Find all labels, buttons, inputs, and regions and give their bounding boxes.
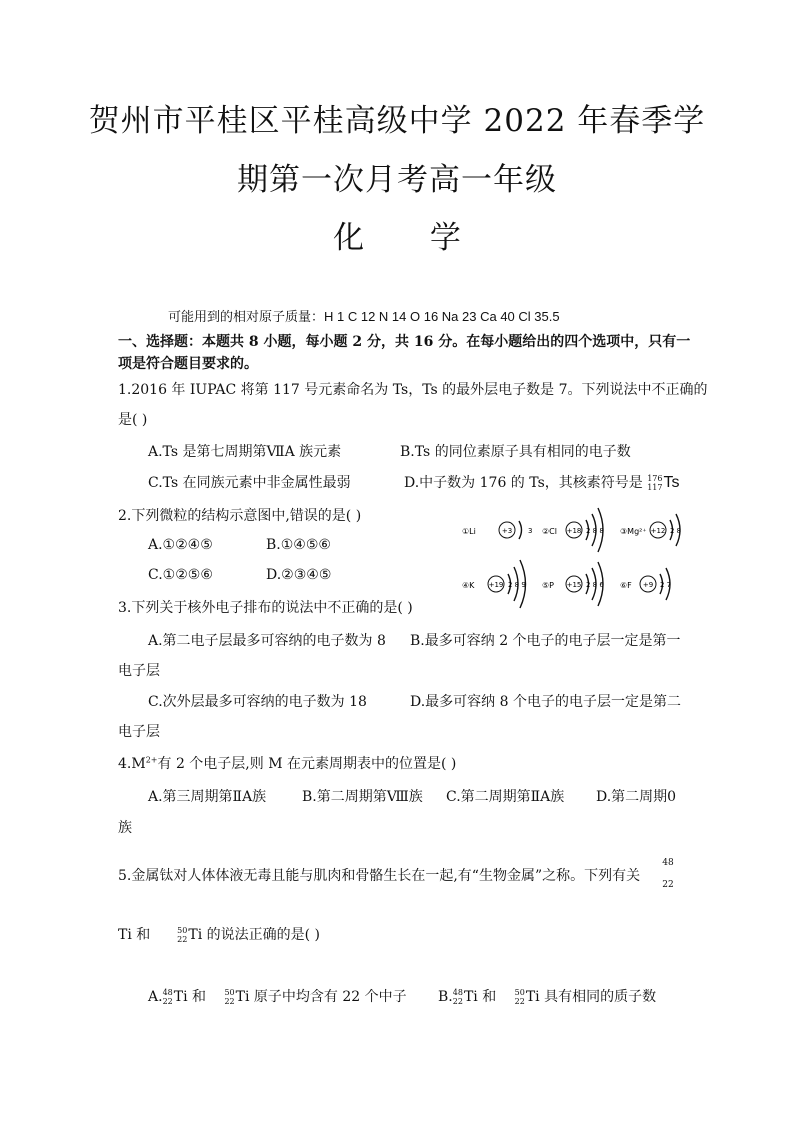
- q5-b-mass1: 48: [452, 988, 463, 997]
- structure-label: ④K: [462, 581, 475, 590]
- q4-option-c: C.第二周期第ⅡA族: [446, 789, 565, 805]
- q5-a-mass1: 48: [162, 988, 173, 997]
- q3-option-d-cont: 电子层: [118, 724, 160, 740]
- structure-label: ②Cl: [542, 527, 557, 536]
- q2-option-c: C.①②⑤⑥: [148, 567, 213, 583]
- q3-option-b-cont: 电子层: [118, 663, 160, 679]
- q5-lead-mass: 48: [662, 858, 674, 868]
- subject-title: 化 学: [333, 220, 489, 256]
- q1-stem-line2: 是( ): [118, 412, 148, 428]
- structure-p: [542, 562, 604, 606]
- q5-b-mid: Ti 和: [463, 989, 497, 1005]
- q4-stem: [118, 753, 456, 773]
- structure-li: [462, 521, 532, 539]
- q2-option-a: A.①②④⑤: [148, 537, 213, 553]
- q5-b-mass2: 50: [514, 988, 525, 997]
- q5-a-iso2: [224, 988, 234, 1006]
- q5-b-z1: 22: [452, 997, 463, 1006]
- structure-label: ①Li: [462, 527, 476, 536]
- q5-b-z2: 22: [514, 997, 525, 1006]
- q1-option-a: A.Ts 是第七周期第ⅦA 族元素: [148, 444, 342, 460]
- q5-b-iso1: [453, 988, 463, 1006]
- structure-label: ⑥F: [620, 581, 632, 590]
- ti50-numbers: [177, 926, 187, 944]
- q5-line2-post: Ti 的说法正确的是( ): [188, 927, 320, 943]
- structure-shells: 2 8 8: [586, 527, 604, 535]
- q5-stem-line1: 5.金属钛对人体体液无毒且能与肌肉和骨骼生长在一起,有“生物金属”之称。下列有关: [118, 868, 641, 884]
- q4-stem-pre: 4.M: [118, 756, 146, 772]
- q4-option-d-cont: 族: [118, 820, 132, 836]
- ts-nuclide-numbers: [647, 474, 662, 492]
- exam-title-line1: 贺州市平桂区平桂高级中学 2022 年春季学: [88, 103, 706, 139]
- ts-mass-number: 176: [647, 474, 663, 483]
- ti50-mass: 50: [177, 926, 188, 935]
- q4-option-b: B.第二周期第Ⅷ族: [302, 789, 423, 805]
- q5-a-mid: Ti 和: [173, 989, 207, 1005]
- q5-option-b: [438, 986, 656, 1006]
- structure-nucleus: +19: [488, 581, 504, 589]
- q3-option-c: C.次外层最多可容纳的电子数为 18: [148, 694, 367, 710]
- structure-nucleus: +18: [566, 527, 582, 535]
- q5-option-a: [148, 986, 407, 1006]
- structure-shells: 2 7: [660, 581, 672, 589]
- q4-option-d: D.第二周期0: [596, 789, 677, 805]
- structure-cl: [542, 508, 604, 552]
- atomic-masses: 可能用到的相对原子质量：H 1 C 12 N 14 O 16 Na 23 Ca 40 Cl 35.5: [168, 309, 560, 324]
- q1-stem-line1: 1.2016 年 IUPAC 将第 117 号元素命名为 Ts，Ts 的最外层电子数是 7。下列说法中不正确的: [118, 382, 708, 398]
- structure-k: [462, 560, 526, 608]
- ts-symbol: Ts: [663, 474, 680, 491]
- structure-f: [620, 568, 671, 600]
- q5-line2-pre: Ti 和: [118, 927, 151, 943]
- q5-a-post: Ti 原子中均含有 22 个中子: [235, 989, 407, 1005]
- ti50-z: 22: [177, 935, 188, 944]
- q1-option-d: [404, 472, 680, 492]
- q4-stem-post: 有 2 个电子层,则 M 在元素周期表中的位置是( ): [157, 756, 457, 772]
- q5-lead-z: 22: [662, 880, 674, 890]
- section1-heading-line2: 项是符合题目要求的。: [118, 356, 258, 372]
- q1-option-d-text: D.中子数为 176 的 Ts，其核素符号是: [404, 475, 643, 491]
- q5-a-z1: 22: [162, 997, 173, 1006]
- q2-stem: 2.下列微粒的结构示意图中,错误的是( ): [118, 508, 362, 524]
- q5-stem-line2: [118, 924, 320, 944]
- section1-heading-line1: 一、选择题：本题共 8 小题，每小题 2 分，共 16 分。在每小题给出的四个选项中，只有一: [118, 334, 691, 350]
- structure-nucleus: +12: [650, 527, 666, 535]
- structure-nucleus: +15: [566, 581, 582, 589]
- structure-shells: 2 8 6: [586, 581, 604, 589]
- structure-label: ③Mg²⁺: [620, 527, 647, 536]
- q2-option-d: D.②③④⑤: [266, 567, 332, 583]
- q5-b-iso2: [515, 988, 525, 1006]
- structure-shells: 2 8: [670, 527, 682, 535]
- q2-option-b: B.①④⑤⑥: [266, 537, 331, 553]
- q5-b-post: Ti 具有相同的质子数: [525, 989, 657, 1005]
- atomic-structure-diagrams: [462, 500, 692, 620]
- structure-shells: 3: [528, 527, 533, 535]
- structure-shells: 2 8 9: [508, 581, 526, 589]
- ts-atomic-number: 117: [647, 483, 663, 492]
- structure-nucleus: +9: [642, 581, 654, 589]
- q3-option-b: B.最多可容纳 2 个电子的电子层一定是第一: [410, 633, 681, 649]
- exam-title-line2: 期第一次月考高一年级: [237, 162, 557, 198]
- q5-b-prefix: B.: [438, 989, 453, 1005]
- structure-nucleus: +3: [501, 527, 513, 535]
- q4-option-a: A.第三周期第ⅡA族: [148, 789, 267, 805]
- q3-option-a: A.第二电子层最多可容纳的电子数为 8: [148, 633, 386, 649]
- structure-mg2plus: [620, 514, 681, 546]
- q5-a-mass2: 50: [224, 988, 235, 997]
- q5-a-prefix: A.: [148, 989, 163, 1005]
- structure-label: ⑤P: [542, 581, 554, 590]
- q5-a-iso1: [163, 988, 173, 1006]
- q1-option-c: C.Ts 在同族元素中非金属性最弱: [148, 475, 351, 491]
- q3-stem: 3.下列关于核外电子排布的说法中不正确的是( ): [118, 600, 413, 616]
- q5-lead-isotope: [658, 852, 678, 896]
- q5-a-z2: 22: [224, 997, 235, 1006]
- q3-option-d: D.最多可容纳 8 个电子的电子层一定是第二: [410, 694, 681, 710]
- q1-option-b: B.Ts 的同位素原子具有相同的电子数: [400, 444, 631, 460]
- q4-charge: 2+: [145, 755, 158, 765]
